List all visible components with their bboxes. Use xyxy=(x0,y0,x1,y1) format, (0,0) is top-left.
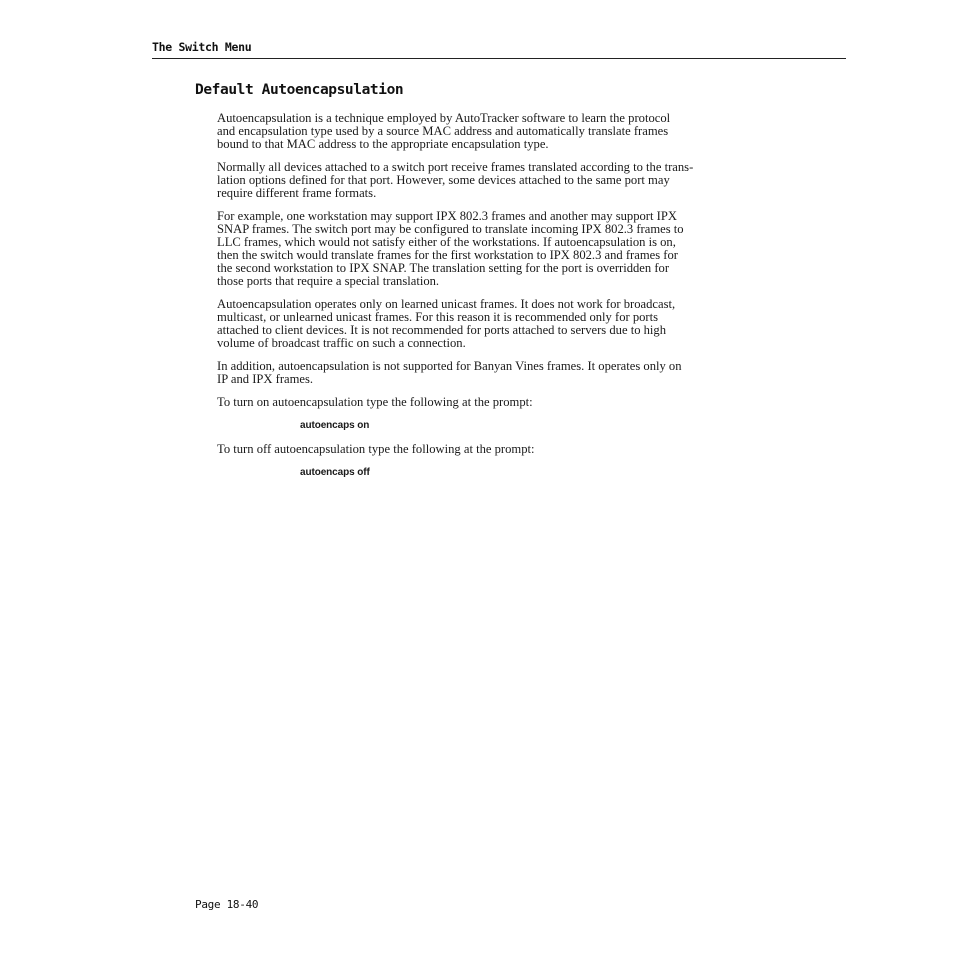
body-text xyxy=(217,112,765,490)
header-rule xyxy=(152,58,846,59)
command-autoencaps-on: autoencaps on xyxy=(300,420,370,431)
paragraph-turn-off: To turn off autoencapsulation type the following at the prompt: xyxy=(217,442,535,456)
paragraph-intro: Autoencapsulation is a technique employed by AutoTracker software to learn the protocol and encapsulation type used by a source MAC address and automatically translate frames bound to that MAC address to the appropriate encapsulation type. xyxy=(217,111,671,151)
paragraph-banyan: In addition, autoencapsulation is not supported for Banyan Vines frames. It operates only on IP and IPX frames. xyxy=(217,359,682,386)
paragraph-unicast: Autoencapsulation operates only on learned unicast frames. It does not work for broadcast, multicast, or unlearned unicast frames. For this reason it is recommended only for ports attached to client devices. It is not recommended for ports attached to servers due to high volume of broadcast traffic on such a connection. xyxy=(217,297,676,350)
section-title: Default Autoencapsulation xyxy=(195,82,404,98)
paragraph-example: For example, one workstation may support IPX 802.3 frames and another may support IPX SNAP frames. The switch port may be configured to translate incoming IPX 802.3 frames to LLC frames, which would not satisfy either of the workstations. If autoencapsulation is on, then the switch would translate frames for the first workstation to IPX 802.3 and frames for the second workstation to IPX SNAP. The translation setting for the port is overridden for those ports that require a special translation. xyxy=(217,209,684,288)
paragraph-turn-on: To turn on autoencapsulation type the following at the prompt: xyxy=(217,395,533,409)
page-number: Page 18-40 xyxy=(195,898,259,911)
running-head: The Switch Menu xyxy=(152,40,252,54)
paragraph-port-translation: Normally all devices attached to a switch port receive frames translated according to the trans- lation options defined for that port. However, some devices attached to the same port may require different frame formats. xyxy=(217,160,694,200)
command-autoencaps-off: autoencaps off xyxy=(300,467,370,478)
